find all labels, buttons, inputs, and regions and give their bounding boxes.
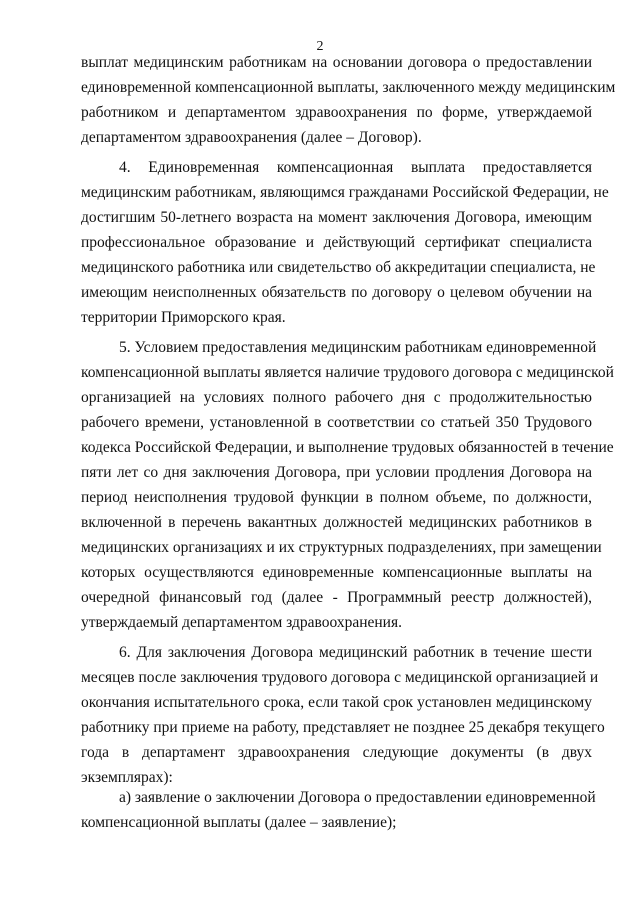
text-line: период неисполнения трудовой функции в полном объеме, по должности, [81, 489, 592, 506]
text-line: месяцев после заключения трудового договора с медицинской организацией и [81, 669, 599, 686]
text-line: единовременной компенсационной выплаты, заключенного между медицинским [81, 79, 616, 96]
text-line: медицинским работникам, являющимся гражданами Российской Федерации, не [81, 184, 609, 201]
page-number: 2 [316, 39, 324, 54]
text-line: а) заявление о заключении Договора о предоставлении единовременной [119, 789, 596, 806]
text-line: территории Приморского края. [81, 309, 286, 326]
text-line: компенсационной выплаты является наличие трудового договора с медицинской [81, 364, 614, 381]
text-line: 5. Условием предоставления медицинским работникам единовременной [119, 339, 597, 356]
text-line: пяти лет со дня заключения Договора, при условии продления Договора на [81, 464, 592, 481]
text-line: 6. Для заключения Договора медицинский работник в течение шести [119, 644, 592, 661]
text-line: департаментом здравоохранения (далее – Договор). [81, 129, 422, 146]
text-line: организацией на условиях полного рабочего дня с продолжительностью [81, 389, 592, 406]
text-line: очередной финансовый год (далее - Программный реестр должностей), [81, 589, 592, 606]
text-line: кодекса Российской Федерации, и выполнение трудовых обязанностей в течение [81, 439, 614, 456]
text-line: достигшим 50-летнего возраста на момент заключения Договора, имеющим [81, 209, 592, 226]
text-line: выплат медицинским работникам на основании договора о предоставлении [81, 54, 592, 71]
text-line: утверждаемый департаментом здравоохранения. [81, 614, 402, 631]
text-line: профессиональное образование и действующий сертификат специалиста [81, 234, 592, 251]
text-line: медицинского работника или свидетельство об аккредитации специалиста, не [81, 259, 596, 276]
text-line: экземплярах): [81, 769, 173, 786]
text-line: окончания испытательного срока, если такой срок установлен медицинскому [81, 694, 592, 711]
text-line: медицинских организациях и их структурных подразделениях, при замещении [81, 539, 602, 556]
text-line: года в департамент здравоохранения следующие документы (в двух [81, 744, 592, 761]
text-line: 4. Единовременная компенсационная выплата предоставляется [119, 159, 592, 176]
text-line: работнику при приеме на работу, представляет не позднее 25 декабря текущего [81, 719, 605, 736]
text-line: рабочего времени, установленной в соответствии со статьей 350 Трудового [81, 414, 592, 431]
text-line: включенной в перечень вакантных должностей медицинских работников в [81, 514, 592, 531]
text-line: компенсационной выплаты (далее – заявление); [81, 814, 397, 831]
text-line: которых осуществляются единовременные компенсационные выплаты на [81, 564, 592, 581]
text-line: имеющим неисполненных обязательств по договору о целевом обучении на [81, 284, 592, 301]
text-line: работником и департаментом здравоохранения по форме, утверждаемой [81, 104, 592, 121]
